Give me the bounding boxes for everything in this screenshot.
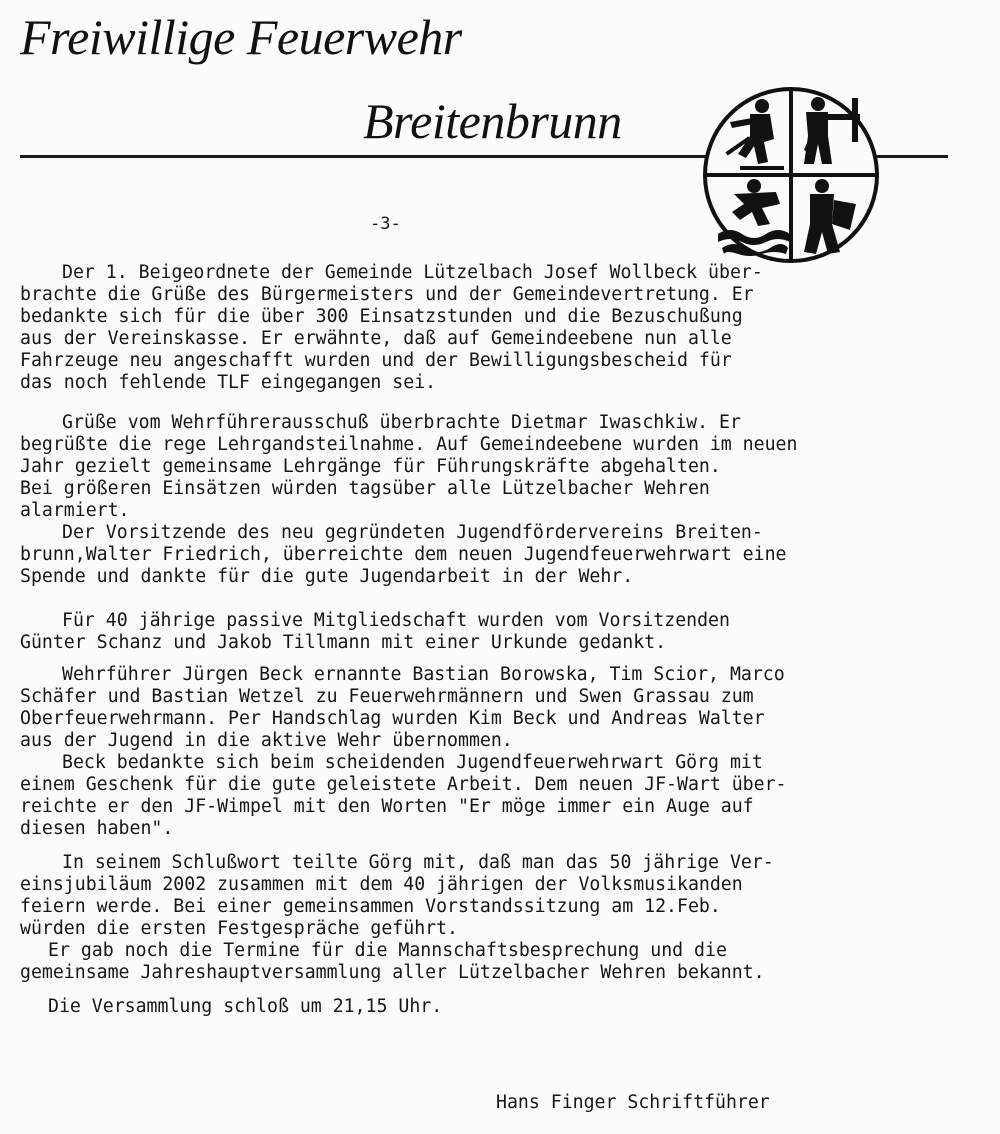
body-line: alarmiert.: [20, 500, 130, 521]
body-line: aus der Jugend in die aktive Wehr übernommen.: [20, 730, 513, 751]
body-line: Günter Schanz und Jakob Tillmann mit einer Urkunde gedankt.: [20, 632, 667, 653]
page-number: -3-: [370, 214, 401, 234]
body-line: brunn,Walter Friedrich, überreichte dem neuen Jugendfeuerwehrwart eine: [20, 544, 787, 565]
body-line: Bei größeren Einsätzen würden tagsüber alle Lützelbacher Wehren: [20, 478, 710, 499]
body-line: reichte er den JF-Wimpel mit den Worten "Er möge immer ein Auge auf: [20, 796, 754, 817]
body-line: das noch fehlende TLF eingegangen sei.: [20, 372, 437, 393]
body-line: Die Versammlung schloß um 21,15 Uhr.: [48, 996, 443, 1017]
body-line: Schäfer und Bastian Wetzel zu Feuerwehrmännern und Swen Grassau zum: [20, 686, 754, 707]
body-line: In seinem Schlußwort teilte Görg mit, daß man das 50 jährige Ver-: [62, 852, 774, 873]
body-line: Fahrzeuge neu angeschafft wurden und der Bewilligungsbescheid für: [20, 350, 732, 371]
body-line: gemeinsame Jahreshauptversammlung aller Lützelbacher Wehren bekannt.: [20, 962, 765, 983]
body-line: Er gab noch die Termine für die Mannschaftsbesprechung und die: [48, 940, 727, 961]
body-line: Spende und dankte für die gute Jugendarbeit in der Wehr.: [20, 566, 634, 587]
body-line: einsjubiläum 2002 zusammen mit dem 40 jährigen der Volksmusikanden: [20, 874, 743, 895]
letterhead-title: Freiwillige Feuerwehr: [20, 9, 462, 65]
body-line: Der Vorsitzende des neu gegründeten Jugendfördervereins Breiten-: [62, 522, 763, 543]
body-line: Für 40 jährige passive Mitgliedschaft wurden vom Vorsitzenden: [62, 610, 730, 631]
body-line: diesen haben".: [20, 818, 174, 839]
body-line: würden die ersten Festgespräche geführt.: [20, 918, 458, 939]
body-line: Grüße vom Wehrführerausschuß überbrachte Dietmar Iwaschkiw. Er: [62, 412, 741, 433]
body-line: Wehrführer Jürgen Beck ernannte Bastian Borowska, Tim Scior, Marco: [62, 664, 785, 685]
body-line: begrüßte die rege Lehrgandsteilnahme. Auf Gemeindeebene wurden im neuen: [20, 434, 798, 455]
signature: Hans Finger Schriftführer: [496, 1092, 770, 1113]
body-line: Oberfeuerwehrmann. Per Handschlag wurden Kim Beck und Andreas Walter: [20, 708, 765, 729]
fire-brigade-emblem-icon: [700, 84, 882, 266]
body-line: Der 1. Beigeordnete der Gemeinde Lützelbach Josef Wollbeck über-: [62, 262, 763, 283]
body-line: Beck bedankte sich beim scheidenden Jugendfeuerwehrwart Görg mit: [62, 752, 763, 773]
body-line: feiern werde. Bei einer gemeinsammen Vorstandssitzung am 12.Feb.: [20, 896, 721, 917]
body-line: brachte die Grüße des Bürgermeisters und der Gemeindevertretung. Er: [20, 284, 754, 305]
letterhead-subtitle: Breitenbrunn: [363, 93, 622, 149]
body-line: aus der Vereinskasse. Er erwähnte, daß auf Gemeindeebene nun alle: [20, 328, 732, 349]
body-line: einem Geschenk für die gute geleistete Arbeit. Dem neuen JF-Wart über-: [20, 774, 787, 795]
body-line: Jahr gezielt gemeinsame Lehrgänge für Führungskräfte abgehalten.: [20, 456, 721, 477]
body-line: bedankte sich für die über 300 Einsatzstunden und die Bezuschußung: [20, 306, 743, 327]
